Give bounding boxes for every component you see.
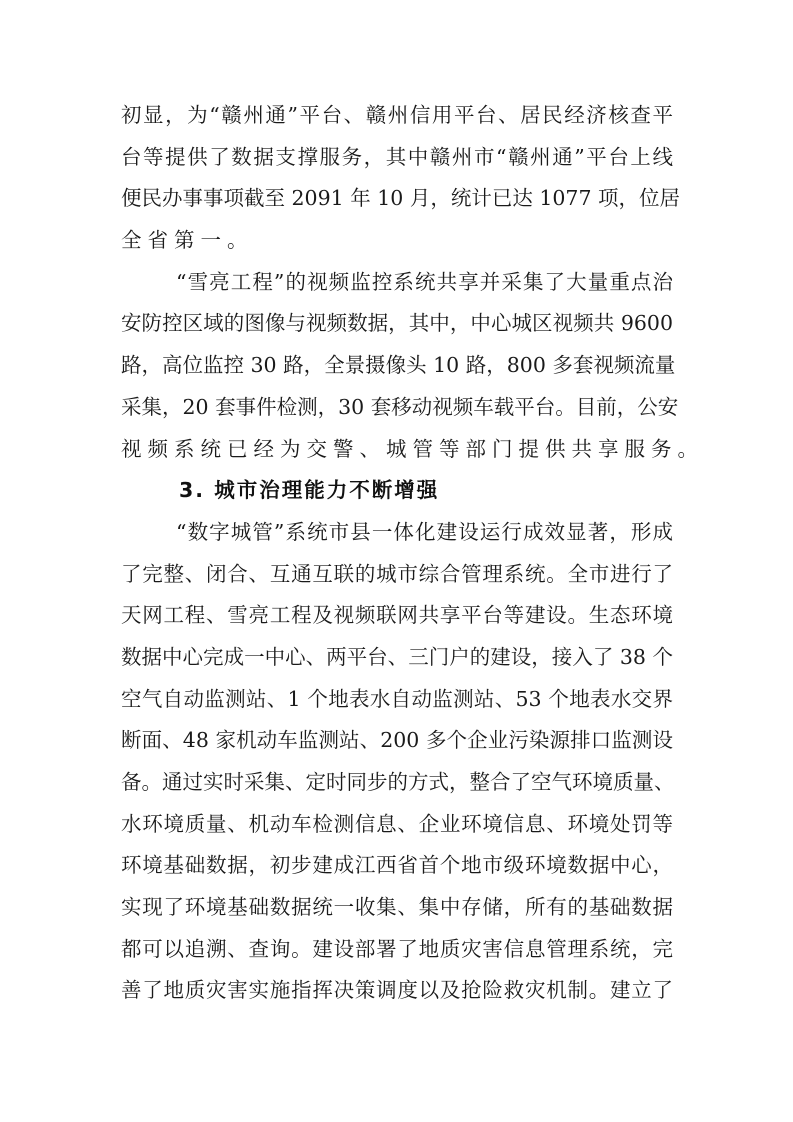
text-line: 都可以追溯、查询。建设部署了地质灾害信息管理系统，完	[121, 936, 673, 961]
text-line: 初显，为“赣州通”平台、赣州信用平台、居民经济核查平	[121, 103, 673, 127]
text-line: 备。通过实时采集、定时同步的方式，整合了空气环境质量、	[121, 770, 675, 794]
text-line: 全省第一。	[121, 228, 254, 253]
paragraph-p3	[121, 512, 673, 1012]
text-line: 水环境质量、机动车检测信息、企业环境信息、环境处罚等	[121, 811, 673, 836]
text-line: 便民办事事项截至 2091 年 10 月，统计已达 1077 项，位居	[121, 186, 681, 211]
body-text	[121, 95, 704, 1012]
text-line: 空气自动监测站、1 个地表水自动监测站、53 个地表水交界	[121, 686, 673, 711]
text-line: “雪亮工程”的视频监控系统共享并采集了大量重点治	[176, 269, 673, 294]
text-line: 台等提供了数据支撑服务，其中赣州市“赣州通”平台上线	[121, 144, 673, 169]
text-line: 数据中心完成一中心、两平台、三门户的建设，接入了 38 个	[121, 644, 673, 669]
text-line: 断面、48 家机动车监测站、200 多个企业污染源排口监测设	[121, 728, 673, 753]
text-line: 天网工程、雪亮工程及视频联网共享平台等建设。生态环境	[121, 603, 673, 628]
text-line: 了完整、闭合、互通互联的城市综合管理系统。全市进行了	[121, 561, 673, 586]
text-line: 路，高位监控 30 路，全景摄像头 10 路，800 多套视频流量	[121, 353, 676, 378]
paragraph-p2	[121, 262, 704, 470]
text-line: 采集，20 套事件检测，30 套移动视频车载平台。目前，公安	[121, 394, 679, 419]
text-line: 安防控区域的图像与视频数据，其中，中心城区视频共 9600	[121, 311, 673, 336]
text-line: 环境基础数据，初步建成江西省首个地市级环境数据中心，	[121, 853, 673, 878]
text-line: 视频系统已经为交警、城管等部门提供共享服务。	[121, 436, 704, 461]
paragraph-p1	[121, 95, 681, 262]
section-heading: 3. 城市治理能力不断增强	[179, 478, 440, 503]
text-line: 善了地质灾害实施指挥决策调度以及抢险救灾机制。建立了	[121, 978, 673, 1003]
text-line: “数字城管”系统市县一体化建设运行成效显著，形成	[176, 519, 673, 544]
text-line: 实现了环境基础数据统一收集、集中存储，所有的基础数据	[121, 895, 673, 920]
